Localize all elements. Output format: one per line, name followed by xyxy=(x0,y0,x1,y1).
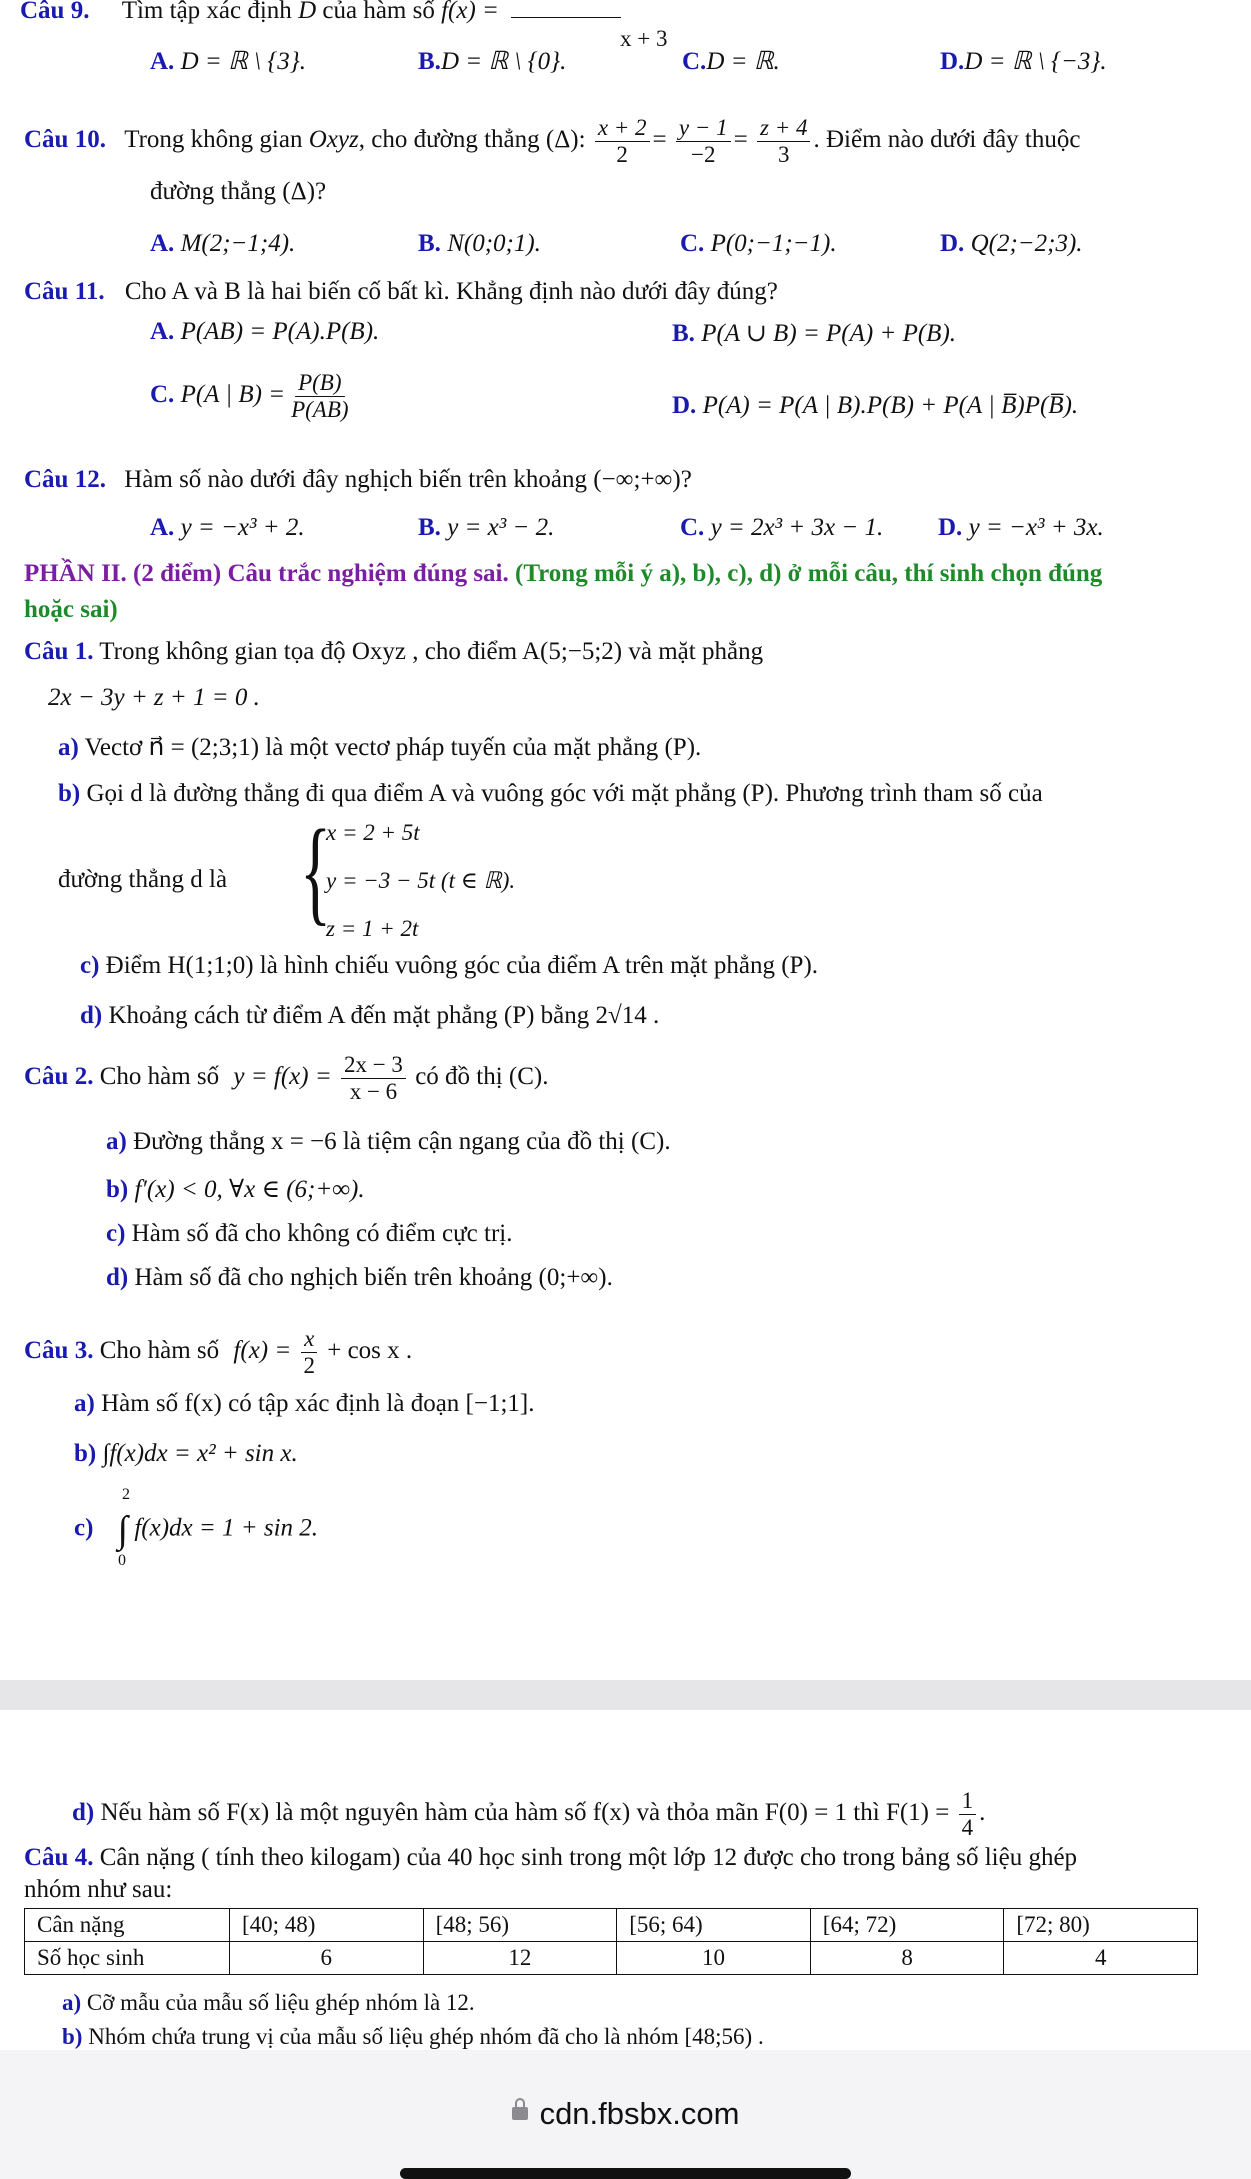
table-cell: 8 xyxy=(810,1942,1004,1975)
c1-stem: Câu 1. Trong không gian tọa độ Oxyz , cho điểm A(5;−5;2) và mặt phẳng xyxy=(24,638,764,665)
table-cell: 10 xyxy=(617,1942,811,1975)
table-cell: [48; 56) xyxy=(423,1909,617,1942)
c2-stem: Câu 2. Cho hàm số y = f(x) = $\frac{2x - 3}{x - 6}$ có đồ thị (C). xyxy=(24,1052,549,1104)
table-cell: [56; 64) xyxy=(617,1909,811,1942)
c2-statement-d[interactable]: d) Hàm số đã cho nghịch biến trên khoảng (0;+∞). xyxy=(106,1264,613,1291)
q10-frac-z: $\frac{z + 4}{3}$ xyxy=(757,115,810,168)
part2-heading: PHẦN II. (2 điểm) Câu trắc nghiệm đúng sai. (Trong mỗi ý a), b), c), d) ở mỗi câu, thí sinh chọn đúng xyxy=(24,560,1103,587)
browser-url: cdn.fbsbx.com xyxy=(539,2096,740,2131)
q10-option-d[interactable]: D. Q(2;−2;3). xyxy=(940,230,1083,257)
table-cell: [40; 48) xyxy=(230,1909,424,1942)
q10-option-c[interactable]: C. P(0;−1;−1). xyxy=(680,230,837,257)
c2-statement-c[interactable]: c) Hàm số đã cho không có điểm cực trị. xyxy=(106,1220,513,1247)
c2-statement-a[interactable]: a) Đường thẳng x = −6 là tiệm cận ngang của đồ thị (C). xyxy=(106,1128,671,1155)
table-row xyxy=(25,1909,1198,1942)
c1-parametric-system: { x = 2 + 5t y = −3 − 5t (t ∈ ℝ). z = 1 + 2t xyxy=(300,805,516,941)
browser-url-bar[interactable] xyxy=(0,2096,1251,2132)
c1-plane-equation: 2x − 3y + z + 1 = 0 . xyxy=(48,684,260,711)
q11-option-a[interactable]: A. P(AB) = P(A).P(B). xyxy=(150,318,380,345)
q9-option-d[interactable]: D.D = ℝ \ {−3}. xyxy=(940,48,1107,75)
table-cell: 4 xyxy=(1004,1942,1198,1975)
home-indicator[interactable] xyxy=(400,2168,851,2179)
c2-statement-b[interactable]: b) f′(x) < 0, ∀x ∈ (6;+∞). xyxy=(106,1176,365,1203)
c1-statement-d[interactable]: d) Khoảng cách từ điểm A đến mặt phẳng (P) bằng 2√14 . xyxy=(80,1002,660,1029)
c3-statement-a[interactable]: a) Hàm số f(x) có tập xác định là đoạn [−1;1]. xyxy=(74,1390,535,1417)
q11-option-d[interactable]: D. P(A) = P(A | B).P(B) + P(A | B̅)P(B̅). xyxy=(672,392,1079,419)
q12-option-b[interactable]: B. y = x³ − 2. xyxy=(418,514,555,541)
c4-data-table xyxy=(24,1908,1198,1975)
q12-option-a[interactable]: A. y = −x³ + 2. xyxy=(150,514,305,541)
q12-option-c[interactable]: C. y = 2x³ + 3x − 1. xyxy=(680,514,884,541)
q12-stem: Câu 12. Hàm số nào dưới đây nghịch biến trên khoảng (−∞;+∞)? xyxy=(24,466,692,493)
q10-frac-y: $\frac{y - 1}{-2}$ xyxy=(676,115,731,168)
q10-option-b[interactable]: B. N(0;0;1). xyxy=(418,230,541,257)
c1-statement-a[interactable]: a) Vectơ n⃗ = (2;3;1) là một vectơ pháp tuyến của mặt phẳng (P). xyxy=(58,734,702,761)
c3-statement-d[interactable]: d) Nếu hàm số F(x) là một nguyên hàm của hàm số f(x) và thỏa mãn F(0) = 1 thì F(1) = $\frac{1}{4}$ . xyxy=(72,1788,986,1840)
q11-option-c[interactable]: C. P(A | B) = $\frac{P(B)}{P(AB)}$ xyxy=(150,370,349,422)
q10-stem: Câu 10. Trong không gian Oxyz, cho đường thẳng (Δ): $\frac{x + 2}{2}$ = $\frac{y - 1}{-2}$ = $\frac{z + 4}{3}$ . Điểm nào dưới đây thuộc xyxy=(24,115,1081,167)
q9-option-c[interactable]: C.D = ℝ. xyxy=(682,48,780,75)
c3-integral-lower: 0 xyxy=(118,1552,126,1569)
c4-statement-a[interactable]: a) Cỡ mẫu của mẫu số liệu ghép nhóm là 12. xyxy=(62,1990,475,2015)
part2-heading-line2: hoặc sai) xyxy=(24,596,118,623)
table-header-count: Số học sinh xyxy=(25,1942,230,1975)
q11-option-b[interactable]: B. P(A ∪ B) = P(A) + P(B). xyxy=(672,320,957,347)
q10-option-a[interactable]: A. M(2;−1;4). xyxy=(150,230,296,257)
c1-statement-c[interactable]: c) Điểm H(1;1;0) là hình chiếu vuông góc của điểm A trên mặt phẳng (P). xyxy=(80,952,819,979)
c1-statement-b-line2: đường thẳng d là xyxy=(58,866,228,893)
q10-frac-x: $\frac{x + 2}{2}$ xyxy=(595,115,650,168)
c3-statement-c[interactable]: c) ∫ f(x)dx = 1 + sin 2. xyxy=(74,1509,319,1551)
c3-integral-upper: 2 xyxy=(122,1486,130,1503)
c1-statement-b[interactable]: b) Gọi d là đường thẳng đi qua điểm A và vuông góc với mặt phẳng (P). Phương trình tham số của xyxy=(58,780,1043,807)
table-cell: [64; 72) xyxy=(810,1909,1004,1942)
table-cell: [72; 80) xyxy=(1004,1909,1198,1942)
q10-stem-line2: đường thẳng (Δ)? xyxy=(150,178,327,205)
table-cell: 6 xyxy=(230,1942,424,1975)
table-cell: 12 xyxy=(423,1942,617,1975)
q9-option-a[interactable]: A. D = ℝ \ {3}. xyxy=(150,48,306,75)
page-divider xyxy=(0,1680,1251,1710)
q12-option-d[interactable]: D. y = −x³ + 3x. xyxy=(938,514,1104,541)
q9-option-b[interactable]: B.D = ℝ \ {0}. xyxy=(418,48,567,75)
c3-stem: Câu 3. Cho hàm số f(x) = $\frac{x}{2}$ + cos x . xyxy=(24,1326,413,1378)
q9-stem: Câu 9. Tìm tập xác định D của hàm số f(x) = xyxy=(20,0,1251,28)
c4-stem: Câu 4. Cân nặng ( tính theo kilogam) của 40 học sinh trong một lớp 12 được cho trong bảng số liệu ghép xyxy=(24,1844,1078,1871)
q9-denominator: x + 3 xyxy=(620,26,668,51)
q11-stem: Câu 11. Cho A và B là hai biến cố bất kì. Khẳng định nào dưới đây đúng? xyxy=(24,278,778,305)
lock-icon xyxy=(512,2107,528,2120)
table-header-weight: Cân nặng xyxy=(25,1909,230,1942)
c3-statement-b[interactable]: b) ∫f(x)dx = x² + sin x. xyxy=(74,1440,298,1467)
table-row xyxy=(25,1942,1198,1975)
c4-stem-line2: nhóm như sau: xyxy=(24,1876,173,1903)
c4-statement-b[interactable]: b) Nhóm chứa trung vị của mẫu số liệu ghép nhóm đã cho là nhóm [48;56) . xyxy=(62,2024,764,2049)
